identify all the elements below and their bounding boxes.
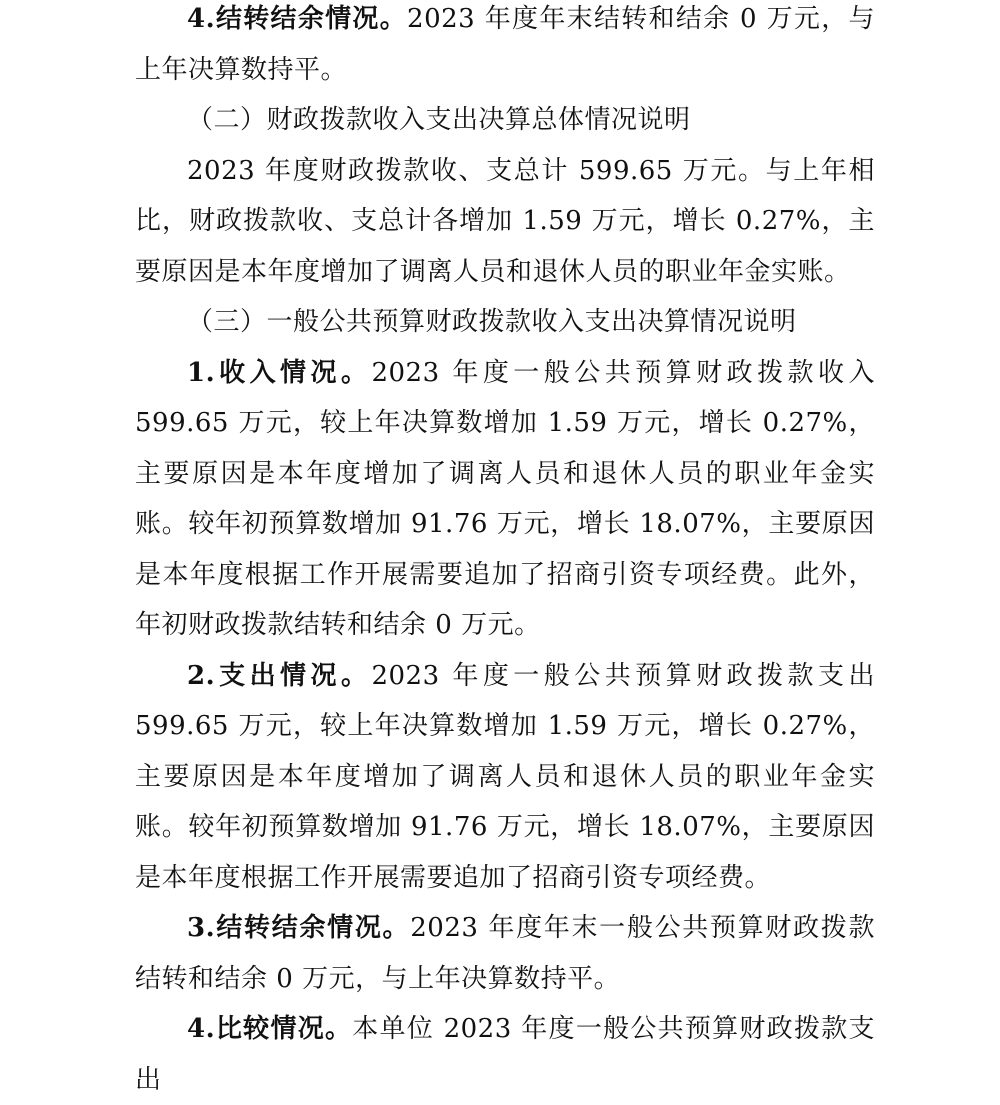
section-heading-fiscal-overview: （二）财政拨款收入支出决算总体情况说明 (187, 105, 691, 135)
paragraph-lead: 4.比较情况。 (187, 1014, 353, 1044)
paragraph-text: 2023 年度财政拨款收、支总计 599.65 万元。与上年相比，财政拨款收、支总计各增加 1.59 万元，增长 0.27%，主要原因是本年度增加了调离人员和退休人员的职业年金实账。 (135, 155, 875, 287)
paragraph-text: 2023 年度年末一般公共预算财政拨款结转和结余 0 万元，与上年决算数持平。 (135, 913, 875, 994)
document-page (135, 0, 875, 1105)
paragraph-lead: 3.结转结余情况。 (187, 913, 411, 943)
paragraph-comparison (135, 1004, 875, 1105)
paragraph-fiscal-overview (135, 146, 875, 298)
section-heading-general-budget: （三）一般公共预算财政拨款收入支出决算情况说明 (187, 307, 797, 337)
paragraph-carryover-summary (135, 0, 875, 95)
paragraph-text: 本单位 2023 年度一般公共预算财政拨款支出 (135, 1014, 875, 1095)
paragraph-lead: 2.支出情况。 (187, 660, 372, 691)
paragraph-text: 2023 年度一般公共预算财政拨款收入 599.65 万元，较上年决算数增加 1.59 万元，增长 0.27%，主要原因是本年度增加了调离人员和退休人员的职业年金实账。较年初预算数增加 91.76 万元，增长 18.07%，主要原因是本年度根据工作开展需要追加了招商引资专项经费。此外，年初财政拨款结转和结余 0 万元。 (135, 357, 875, 640)
paragraph-carryover-general (135, 903, 875, 1004)
paragraph-expenditure (135, 651, 875, 904)
paragraph-text: 2023 年度年末结转和结余 0 万元，与上年决算数持平。 (135, 4, 875, 85)
paragraph-text: 2023 年度一般公共预算财政拨款支出 599.65 万元，较上年决算数增加 1.59 万元，增长 0.27%，主要原因是本年度增加了调离人员和退休人员的职业年金实账。较年初预算数增加 91.76 万元，增长 18.07%，主要原因是本年度根据工作开展需要追加了招商引资专项经费。 (135, 660, 875, 893)
paragraph-lead: 4.结转结余情况。 (187, 4, 408, 34)
paragraph-income (135, 348, 875, 651)
paragraph-lead: 1.收入情况。 (187, 357, 372, 388)
